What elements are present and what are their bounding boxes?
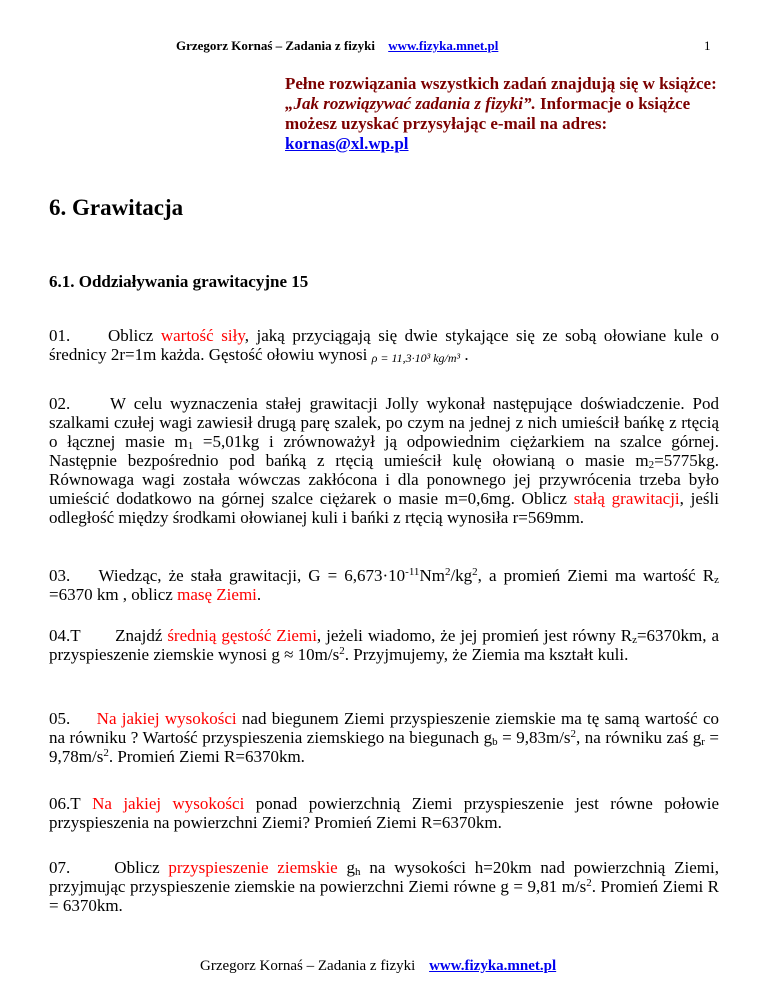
book-title: „Jak rozwiązywać zadania z fizyki”. [285, 94, 536, 113]
problem-01: 01. Oblicz wartość siły, jaką przyciągają się dwie stykające się ze sobą ołowiane kule o średnicy 2r=1m każda. Gęstość ołowiu wynosi ρ = 11,3·10³ kg/m³ . [49, 326, 719, 365]
density-formula: ρ = 11,3·10³ kg/m³ [371, 351, 461, 365]
problem-07: 07. Oblicz przyspieszenie ziemskie $g_h$ na wysokości h=20km nad powierzchnią Ziemi, przyjmując przyspieszenie ziemskie na powierzchni Ziemi równe g = 9,81 $m/s^2$. Promień Ziemi R = 6370km. [49, 858, 719, 915]
problem-number: 04.T [49, 626, 81, 645]
problem-06: 06.T Na jakiej wysokości ponad powierzchnią Ziemi przyspieszenie jest równe połowie przyspieszenia na powierzchni Ziemi? Promień Ziemi R=6370km. [49, 794, 719, 832]
problem-number: 06.T [49, 794, 81, 813]
section-title: 6.1. Oddziaływania grawitacyjne 15 [49, 272, 309, 291]
problem-number: 05. [49, 709, 71, 728]
problem-highlight: wartość siły [160, 326, 245, 345]
problem-number: 07. [49, 858, 71, 877]
problem-number: 03. [49, 566, 71, 585]
problem-highlight: stałą grawitacji [573, 489, 680, 508]
header-website-link[interactable]: www.fizyka.mnet.pl [388, 38, 499, 53]
problem-05: 05. Na jakiej wysokości nad biegunem Ziemi przyspieszenie ziemskie ma tę samą wartość co na równiku ? Wartość przyspieszenia ziemskiego na biegunach $g_b = 9,83m/s^2$, na równiku zaś $g_r = 9,78m/s^2$. Promień Ziemi R=6370km. [49, 709, 719, 766]
problem-04: 04.T Znajdź średnią gęstość Ziemi, jeżeli wiadomo, że jej promień jest równy $R_z=6370km$, a przyspieszenie ziemskie wynosi $g \approx 10m/s^2$. Przyjmujemy, że Ziemia ma kształt kuli. [49, 626, 720, 664]
page-number: 1 [704, 38, 711, 53]
problem-highlight: Na jakiej wysokości [96, 709, 237, 728]
header-author: Grzegorz Kornaś – Zadania z fizyki [176, 38, 375, 53]
chapter-title: 6. Grawitacja [49, 195, 184, 220]
book-notice: Pełne rozwiązania wszystkich zadań znajdują się w książce: „Jak rozwiązywać zadania z fizyki”. Informacje o książce możesz uzyskać przysyłając e-mail na adres: kornas@xl.wp.pl [285, 74, 717, 153]
problem-highlight: przyspieszenie ziemskie [168, 858, 338, 877]
page-footer [200, 958, 556, 975]
page-header [176, 38, 498, 54]
problem-highlight: średnią gęstość Ziemi [167, 626, 317, 645]
problem-number: 02. [49, 394, 71, 413]
email-link[interactable]: kornas@xl.wp.pl [285, 134, 409, 153]
problem-02: 02. W celu wyznaczenia stałej grawitacji Jolly wykonał następujące doświadczenie. Pod szalkami czułej wagi zawiesił drugą parę szalek, po czym na jednej z nich umieścił bańkę z rtęcią o łącznej masie $m_1 =5,01kg$ i zrównoważył ją odpowiednim ciężarkiem na szalce górnej. Następnie bezpośrednio pod bańką z rtęcią umieścił kulę ołowianą o masie $m_2=5775kg$. Równowaga wagi została wówczas zakłócona i dla ponownego jej przywrócenia trzeba było umieścić dodatkowo na górnej szalce ciężarek o masie m=0,6mg. Oblicz stałą grawitacji, jeśli odległość między środkami ołowianej kuli i bańki z rtęcią wynosiła r=569mm. [49, 394, 719, 527]
problem-highlight: Na jakiej wysokości [92, 794, 245, 813]
problem-03: 03. Wiedząc, że stała grawitacji, $G = 6,673\cdot 10^{-11}Nm^2/kg^2$, a promień Ziemi ma wartość $R_z =6370$ km , oblicz masę Ziemi. [49, 566, 719, 604]
problem-number: 01. [49, 326, 71, 345]
footer-website-link[interactable]: www.fizyka.mnet.pl [429, 958, 557, 974]
problem-highlight: masę Ziemi [177, 585, 257, 604]
footer-author: Grzegorz Kornaś – Zadania z fizyki [200, 958, 416, 974]
